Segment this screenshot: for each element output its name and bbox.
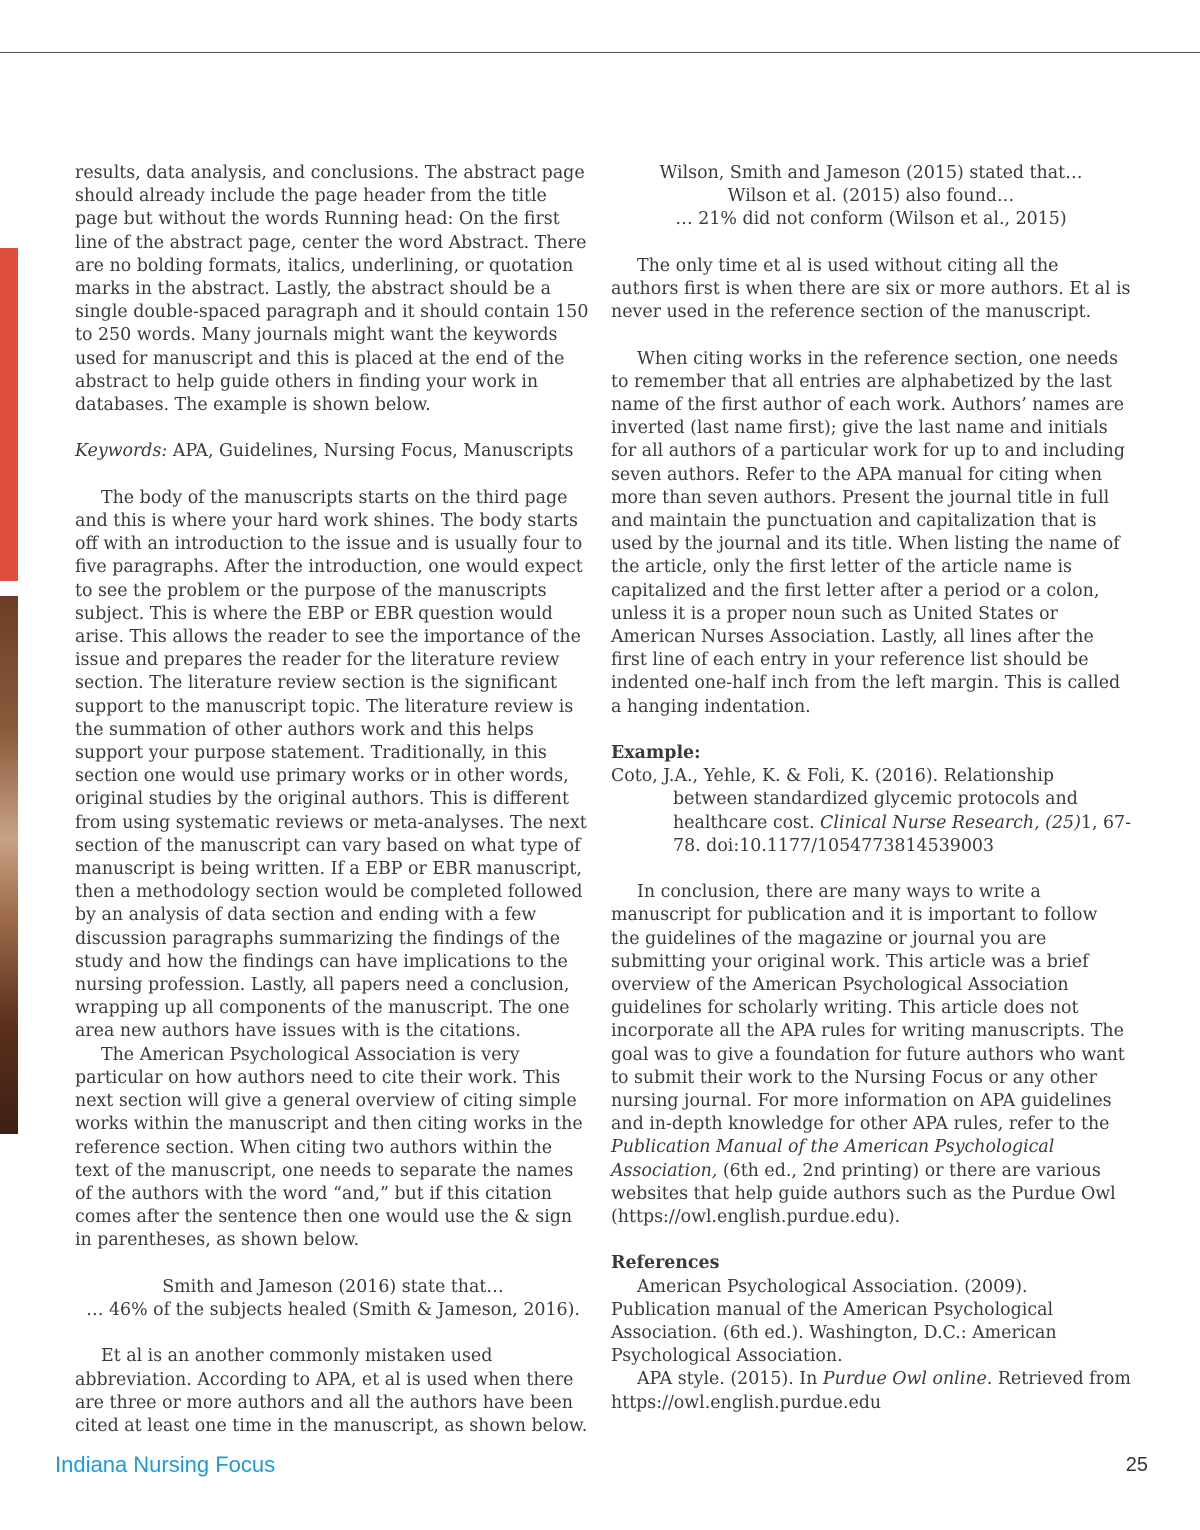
reference-entry [611,1368,1131,1414]
apa-paragraph: The American Psychological Association is very particular on how authors need to cite their work. This next section will give a general overview of citing simple works within the manuscript and then citing works in the reference section. When citing two authors within the text of the manuscript, one needs to separate the names of the authors with the word “and,” but if this citation comes after the sentence then one would use the & sign in parentheses, as shown below. [75,1044,583,1251]
reference-section-paragraph: When citing works in the reference section, one needs to remember that all entries are alphabetized by the last name of the first author of each work. Authors’ names are inverted (last name first); give the last name and initials for all authors of a particular work for up to and including seven authors. Refer to the APA manual for citing when more than seven authors. Present the journal title in full and maintain the punctuation and capitalization that is used by the journal and its title. When listing the name of the article, only the first letter of the article name is capitalized and the first letter after a period or a colon, unless it is a proper noun such as United States or American Nurses Association. Lastly, all lines after the first line of each entry in your reference list should be indented one-half inch from the left margin. This is called a hanging indentation. [611,348,1126,717]
keywords-text: APA, Guidelines, Nursing Focus, Manuscripts [167,441,574,462]
right-column [611,162,1131,1415]
example-reference-text: Coto, J.A., Yehle, K. & Foli, K. (2016). Relationship between standardized glycemic protocols and healthcare cost. [611,766,1078,833]
reference-entry: American Psychological Association. (2009). Publication manual of the American Psychological Association. (6th ed.). Washington, D.C.: American Psychological Association. [611,1276,1057,1367]
citation-example-line: Wilson, Smith and Jameson (2015) stated that… [659,163,1083,183]
accent-bar [0,248,18,581]
et-al-rule-paragraph: The only time et al is used without citing all the authors first is when there are six or more authors. Et al is never used in the reference section of the manuscript. [611,255,1131,323]
et-al-paragraph: Et al is an another commonly mistaken used abbreviation. According to APA, et al is used when there are three or more authors and all the authors have been cited at least one time in the manuscript, as shown below. [75,1346,588,1436]
reference-site-title: Purdue Owl online [822,1369,987,1390]
citation-example-line: … 46% of the subjects healed (Smith & Jameson, 2016). [86,1299,580,1320]
reference-text: APA style. (2015). In [637,1369,823,1390]
keywords-label: Keywords: [75,441,168,462]
conclusion-text-end: (6th ed., 2nd printing) or there are various websites that help guide authors such as the Purdue Owl (https://owl.english.purdue.edu). [611,1160,1116,1228]
photo-edge-image [0,596,18,1134]
page-number: 25 [1125,1454,1148,1476]
example-reference [611,765,1131,858]
publication-title: Indiana Nursing Focus [55,1452,276,1477]
conclusion-paragraph [611,881,1131,1229]
body-paragraph: The body of the manuscripts starts on the third page and this is where your hard work shines. The body starts off with an introduction to the issue and is usually four to five paragraphs. After the introduction, one would expect to see the problem or the purpose of the manuscripts subject. This is where the EBP or EBR question would arise. This allows the reader to see the importance of the issue and prepares the reader for the literature review section. The literature review section is the significant support to the manuscript topic. The literature review is the summation of other authors work and this helps support your purpose statement. Traditionally, in this section one would use primary works or in other words, original studies by the original authors. This is different from using systematic reviews or meta-analyses. The next section of the manuscript can vary based on what type of manuscript is being written. If a EBP or EBR manuscript, then a methodology section would be completed followed by an analysis of data section and ending with a few discussion paragraphs summarizing the findings of the study and how the findings can have implications to the nursing profession. Lastly, all papers need a conclusion, wrapping up all components of the manuscript. The one area new authors have issues with is the citations. [75,487,587,1042]
manual-title: Publication Manual of the American Psychological Association, [611,1137,1055,1181]
conclusion-text: In conclusion, there are many ways to write a manuscript for publication and it is important to follow the guidelines of the magazine or journal you are submitting your original work. This article was a brief overview of the American Psychological Association guidelines for scholarly writing. This article does not incorporate all the APA rules for writing manuscripts. The goal was to give a foundation for future authors who want to submit their work to the Nursing Focus or any other nursing journal. For more information on APA guidelines and in-depth knowledge for other APA rules, refer to the [611,882,1125,1135]
example-reference-end: 1, 67-78. doi:10.1177/1054773814539003 [673,812,1132,856]
reference-text-end: . Retrieved from https://owl.english.purdue.edu [611,1369,1131,1413]
keywords-line [75,440,591,463]
references-heading: References [611,1253,720,1274]
header-rule [0,52,1200,53]
citation-example-line: Wilson et al. (2015) also found… [727,186,1015,207]
example-heading: Example: [611,743,701,764]
example-journal-title: Clinical Nurse Research, (25) [820,812,1081,833]
left-column [75,162,591,1438]
abstract-paragraph: results, data analysis, and conclusions. The abstract page should already include the page header from the title page but without the words Running head: On the first line of the abstract page, center the word Abstract. There are no bolding formats, italics, underlining, or quotation marks in the abstract. Lastly, the abstract should be a single double-spaced paragraph and it should contain 150 to 250 words. Many journals might want the keywords used for manuscript and this is placed at the end of the abstract to help guide others in finding your work in databases. The example is shown below. [75,163,589,416]
citation-example-line: Smith and Jameson (2016) state that… [162,1276,504,1297]
citation-example-line: … 21% did not conform (Wilson et al., 2015) [675,209,1067,230]
